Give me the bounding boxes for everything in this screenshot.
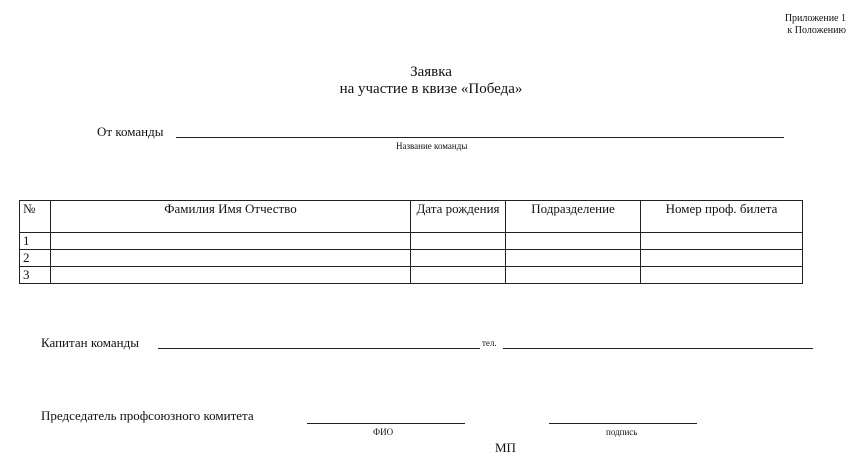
appendix-note [785, 13, 846, 37]
cell-birth-date[interactable] [411, 267, 506, 284]
header-birth-date: Дата рождения [411, 201, 506, 233]
cell-full-name[interactable] [51, 267, 411, 284]
table-header-row [20, 201, 803, 233]
cell-full-name[interactable] [51, 233, 411, 250]
captain-name-line[interactable] [158, 348, 480, 349]
cell-department[interactable] [506, 267, 641, 284]
cell-union-card[interactable] [641, 267, 803, 284]
appendix-line-2: к Положению [787, 25, 846, 36]
table-row [20, 267, 803, 284]
cell-union-card[interactable] [641, 250, 803, 267]
header-union-card: Номер проф. билета [641, 201, 803, 233]
title-line-1: Заявка [410, 64, 452, 80]
appendix-line-1: Приложение 1 [784, 13, 846, 24]
document-title [0, 64, 862, 98]
table-row [20, 233, 803, 250]
table-row [20, 250, 803, 267]
title-line-2: на участие в квизе «Победа» [339, 81, 523, 97]
header-number: № [20, 201, 51, 233]
phone-line[interactable] [503, 348, 813, 349]
cell-birth-date[interactable] [411, 250, 506, 267]
captain-label: Капитан команды [41, 335, 139, 350]
team-label: От команды [97, 124, 164, 139]
cell-union-card[interactable] [641, 233, 803, 250]
team-name-line[interactable] [176, 137, 784, 138]
fio-caption: ФИО [373, 427, 394, 437]
row-number: 1 [20, 233, 51, 250]
chairman-signature-line[interactable] [549, 423, 697, 424]
header-full-name: Фамилия Имя Отчество [51, 201, 411, 233]
cell-department[interactable] [506, 250, 641, 267]
header-department: Подразделение [506, 201, 641, 233]
signature-caption: подпись [606, 427, 638, 437]
team-name-caption: Название команды [396, 141, 468, 151]
cell-birth-date[interactable] [411, 233, 506, 250]
participants-table [19, 200, 803, 284]
cell-department[interactable] [506, 233, 641, 250]
cell-full-name[interactable] [51, 250, 411, 267]
phone-label: тел. [482, 338, 497, 348]
chairman-fio-line[interactable] [307, 423, 465, 424]
row-number: 3 [20, 267, 51, 284]
stamp-placeholder: МП [495, 440, 516, 455]
chairman-label: Председатель профсоюзного комитета [41, 408, 254, 423]
row-number: 2 [20, 250, 51, 267]
